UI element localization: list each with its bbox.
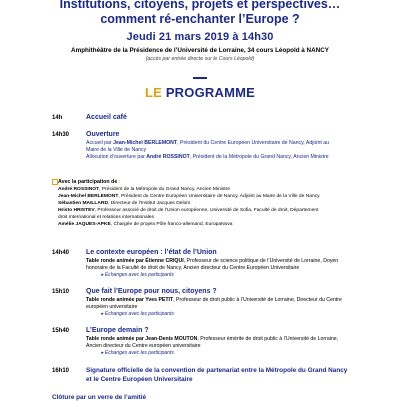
time-15h10: 15h10	[52, 289, 70, 295]
time-16h10: 16h10	[52, 368, 70, 374]
event-date: Jeudi 21 mars 2019 à 14h30	[126, 31, 274, 43]
person-name: André ROSSINOT	[146, 154, 190, 160]
item-title-citoyens: Que fait l’Europe pour nous, citoyens ?	[86, 288, 217, 295]
time-14h30: 14h30	[52, 132, 70, 138]
text: Table ronde animée par	[86, 336, 146, 342]
ouverture-line-3	[86, 154, 356, 161]
ouverture-line-1	[86, 140, 356, 147]
text: , Chargée de projets Pôle franco-allemand, EuropaNova	[110, 222, 233, 227]
participant-hristev	[58, 208, 358, 214]
contexte-line-2	[86, 265, 356, 272]
text: Maire de la Ville de Nancy	[86, 147, 147, 153]
programme-title-word: PROGRAMME	[165, 85, 256, 100]
text: Allocution d’ouverture par	[86, 154, 147, 160]
text: , Président de la Métropole du Grand Nancy, Ancien Ministre	[189, 154, 329, 160]
participant-jaques-apke	[58, 222, 358, 228]
contexte-line-1	[86, 258, 356, 265]
text: honoraire de la Faculté de droit de Nancy, Ancien directeur du Centre Européen Universitaire	[86, 265, 300, 271]
citoyens-line-1	[86, 297, 356, 304]
event-title-line-2: comment ré-enchanter l’Europe ?	[100, 12, 300, 26]
text: , Professeur de science politique de l’Université de Lorraine, Doyen	[183, 258, 339, 264]
person-name: Amélie JAQUES-APKE	[58, 222, 111, 227]
event-title-line-1: Institutions, citoyens, projets et perspectives…	[59, 0, 341, 11]
person-name: Hristo HRISTEV	[58, 208, 95, 213]
divider	[193, 77, 207, 79]
text: droit international et relations internationales	[58, 215, 154, 220]
item-title-contexte: Le contexte européen : l’état de l’Union	[86, 249, 217, 256]
programme-title	[0, 85, 400, 100]
closing-line-partial: Clôture par un verre de l’amitié	[52, 394, 147, 401]
text: , Professeur de droit public à l’Université de Lorraine, Directeur du Centre	[173, 297, 342, 303]
text: , Président de la Métropole du Grand Nancy, Ancien Ministre	[99, 187, 230, 192]
time-14h40: 14h40	[52, 250, 70, 256]
text: Ancien directeur du Centre européen universitaire	[86, 343, 201, 349]
person-name: Yves PETIT	[145, 297, 174, 303]
participant-berlemont	[58, 194, 358, 200]
time-15h40: 15h40	[52, 328, 70, 334]
text: Table ronde animée par	[86, 258, 146, 264]
item-title-accueil: Accueil café	[86, 114, 127, 121]
time-14h: 14h	[52, 115, 63, 121]
person-name: Sébastien MAILLARD	[58, 201, 108, 206]
participation-colon: :	[117, 179, 121, 185]
text: , Président du Centre Européen Universitaire de Nancy, Adjoint au	[177, 140, 329, 146]
text: Table ronde animée par	[86, 297, 146, 303]
demain-line-1	[86, 336, 356, 343]
text: , Directeur de l’Institut Jacques Delors	[108, 201, 191, 206]
demain-line-2	[86, 343, 356, 350]
text: européen universitaire	[86, 304, 138, 310]
participant-rossinot	[58, 187, 358, 193]
person-name: Étienne CRIQUI	[145, 258, 184, 264]
item-title-signature-line-2: et le Centre Européen Universitaire	[86, 376, 193, 383]
person-name: Jean-Michel BERLEMONT	[113, 140, 178, 146]
exchange-link[interactable]: ▸ Échanges avec les participants	[101, 350, 174, 356]
person-name: André ROSSINOT	[58, 187, 100, 192]
text: Accueil par	[86, 140, 114, 146]
programme-title-le: LE	[144, 85, 162, 100]
exchange-link[interactable]: ▸ Échanges avec les participants	[101, 272, 174, 278]
venue-note: (accès par entrée directe sur le Cours Léopold)	[145, 56, 255, 62]
participation-heading-text: Avec la participation de	[58, 179, 118, 185]
text: , Président du Centre Européen Universitaire de Nancy, Adjoint au Maire de la Ville de Nancy	[118, 194, 320, 199]
ouverture-line-2	[86, 147, 356, 154]
exchange-link[interactable]: ▸ Échanges avec les participants	[101, 311, 174, 317]
participation-heading	[58, 179, 121, 185]
person-name: Jean-Denis MOUTON	[145, 336, 198, 342]
person-name: Jean-Michel BERLEMONT	[58, 194, 119, 199]
event-venue: Amphithéâtre de la Présidence de l’Université de Lorraine, 34 cours Léopold à NANCY	[71, 47, 329, 54]
item-title-ouverture: Ouverture	[86, 131, 120, 138]
text: , Professeur émérite de droit public à l’Université de Lorraine,	[197, 336, 339, 342]
item-title-signature-line-1: Signature officielle de la convention de partenariat entre la Métropole du Grand Nancy	[86, 367, 348, 374]
text: , Professeur associé de droit de l’Union européenne, Université de Sofia, Faculté de droit, Département	[94, 208, 319, 213]
participant-maillard	[58, 201, 358, 207]
citoyens-line-2	[86, 304, 356, 311]
item-title-demain: L’Europe demain ?	[86, 327, 149, 334]
participant-hristev-cont	[58, 215, 358, 221]
